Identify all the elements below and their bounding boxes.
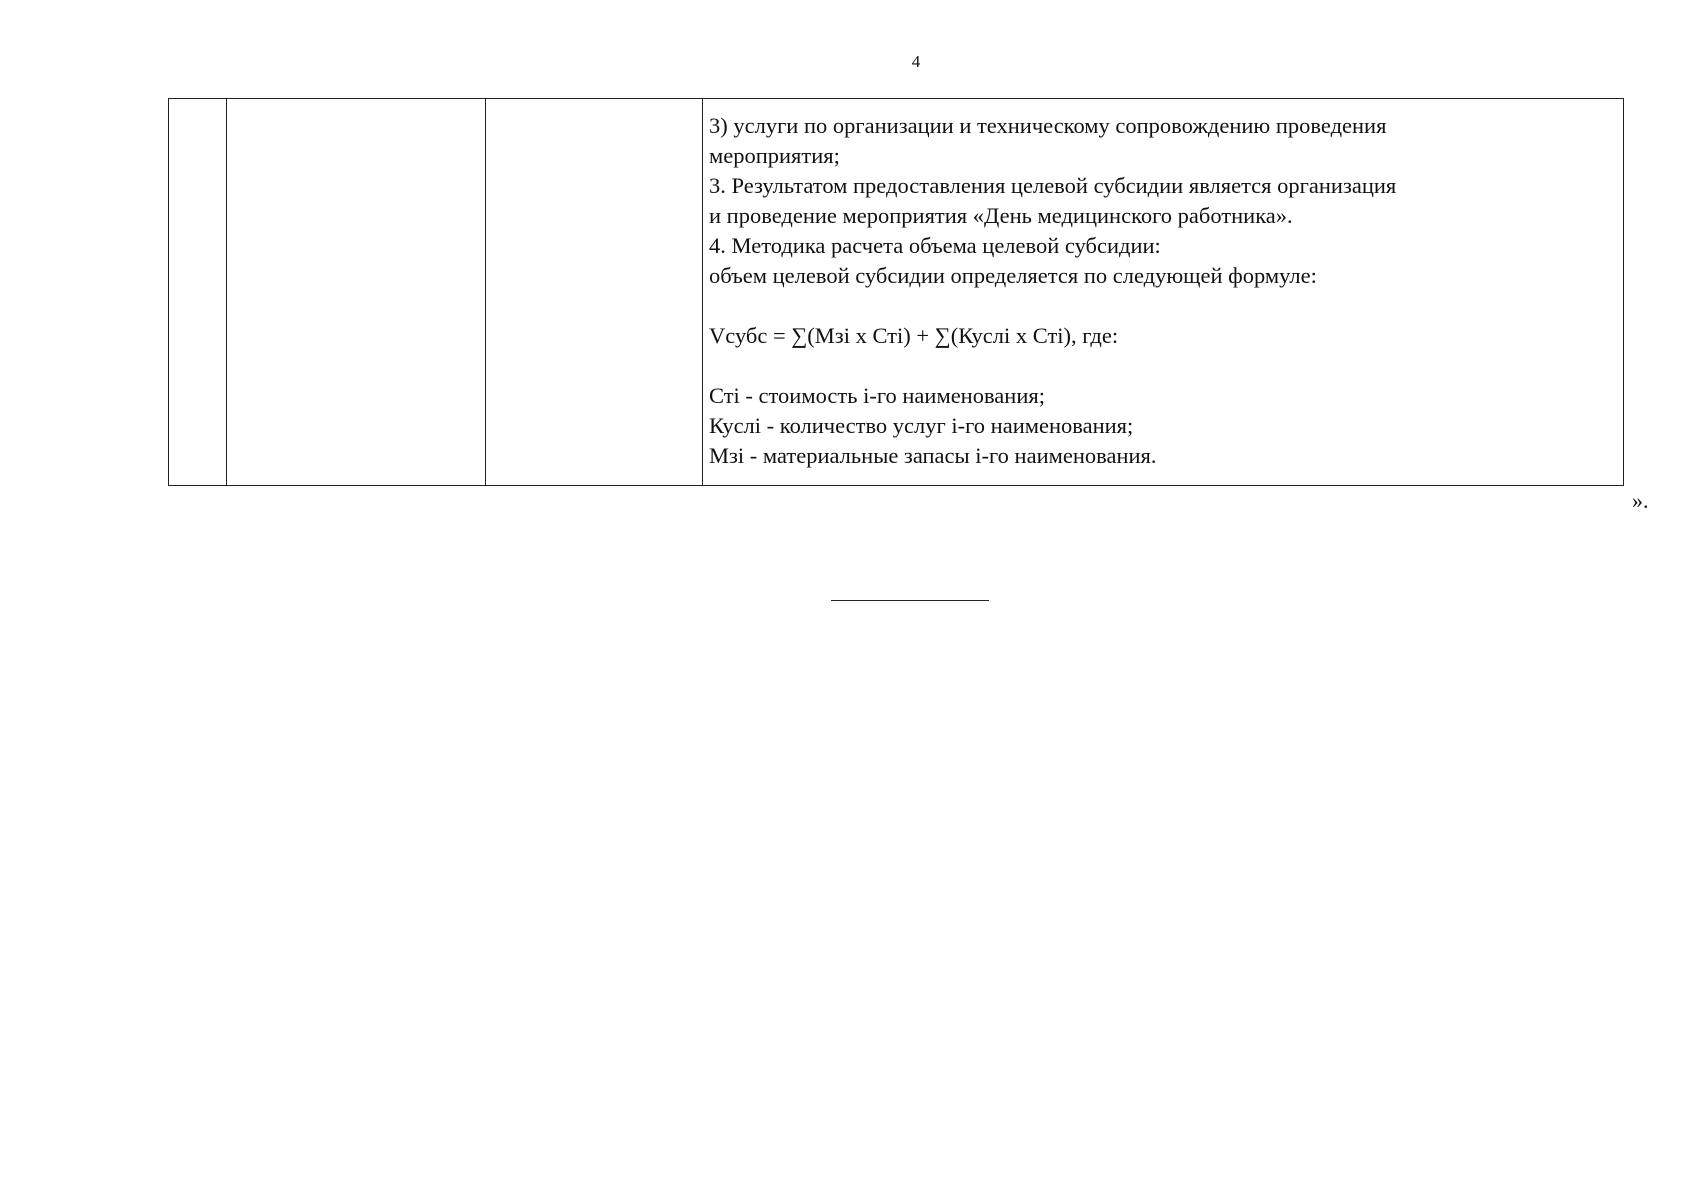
text-line: и проведение мероприятия «День медицинского работника». (709, 203, 1293, 228)
closing-quote: ». (1632, 488, 1649, 513)
table-cell-recipient (486, 99, 703, 486)
table-row (169, 99, 1624, 486)
blank-line (709, 291, 1617, 321)
text-line: объем целевой субсидии определяется по следующей формуле: (709, 263, 1317, 288)
table-cell-name (227, 99, 486, 486)
table-cell-number (169, 99, 227, 486)
text-line: 4. Методика расчета объема целевой субсидии: (709, 233, 1161, 258)
blank-line (709, 351, 1617, 381)
document-table (168, 98, 1624, 486)
legend-line: Мзi - материальные запасы i-го наименования. (709, 443, 1157, 468)
legend-line: Куслi - количество услуг i-го наименования; (709, 413, 1134, 438)
table-cell-description (703, 99, 1624, 486)
legend-line: Стi - стоимость i-го наименования; (709, 383, 1045, 408)
formula-line: Vсубс = ∑(Мзi х Стi) + ∑(Куслi х Стi), где: (709, 323, 1119, 348)
text-line: 3) услуги по организации и техническому сопровождению проведения (709, 113, 1387, 138)
end-rule-divider (831, 600, 989, 601)
text-line: мероприятия; (709, 143, 840, 168)
text-line: 3. Результатом предоставления целевой субсидии является организация (709, 173, 1397, 198)
page-number: 4 (911, 52, 921, 71)
